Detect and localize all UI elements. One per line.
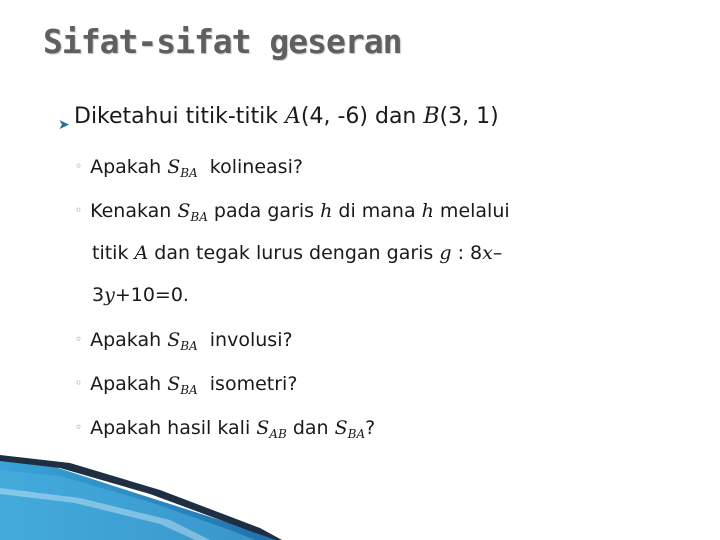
- item-continuation-1: [92, 242, 502, 264]
- main-bullet-text: [74, 104, 499, 129]
- arrow-bullet-icon: ➤: [58, 117, 70, 133]
- item-symbol-sub: BA: [190, 210, 208, 224]
- line-h-label: h: [320, 200, 333, 222]
- list-item: [75, 417, 375, 441]
- item-text-mid: dan: [286, 417, 335, 439]
- item-symbol-sub: AB: [269, 427, 287, 441]
- item-text-3: di mana: [332, 200, 422, 222]
- item-text: Apakah: [90, 329, 168, 351]
- item-symbol: S: [167, 373, 181, 395]
- sub-bullet-icon: ◦: [75, 203, 83, 217]
- var-y: y: [104, 284, 115, 306]
- point-b-coord: (3, 1): [439, 104, 499, 129]
- sub-bullet-icon: ◦: [75, 332, 83, 346]
- item-symbol: S: [177, 200, 191, 222]
- item-text-end: isometri?: [197, 373, 298, 395]
- main-text-pre: Diketahui titik-titik: [74, 104, 286, 129]
- list-item: [75, 329, 293, 353]
- cont-text: +10=0.: [114, 284, 189, 306]
- cont-text: 3: [92, 284, 105, 306]
- var-x: x: [482, 242, 493, 264]
- list-item: [75, 156, 303, 180]
- sub-bullet-icon: ◦: [75, 376, 83, 390]
- line-g-label: g: [439, 242, 452, 264]
- cont-text: –: [492, 242, 503, 264]
- item-symbol-sub: BA: [347, 427, 366, 441]
- item-symbol: S: [334, 417, 348, 439]
- cont-text: titik: [92, 242, 135, 264]
- point-a-coord: (4, -6) dan: [300, 104, 424, 129]
- item-symbol: S: [167, 156, 181, 178]
- item-text-end: kolineasi?: [197, 156, 303, 178]
- list-item: [75, 373, 297, 397]
- slide-title: Sifat-sifat geseran: [43, 22, 402, 61]
- item-text-2: pada garis: [207, 200, 321, 222]
- item-text: Apakah: [90, 373, 168, 395]
- item-text-4: melalui: [433, 200, 510, 222]
- point-b-label: B: [423, 104, 440, 129]
- item-text-end: ?: [365, 417, 376, 439]
- item-text: Apakah hasil kali: [90, 417, 257, 439]
- cont-text: dan tegak lurus dengan garis: [148, 242, 440, 264]
- item-text: Kenakan: [90, 200, 178, 222]
- sub-bullet-icon: ◦: [75, 159, 83, 173]
- list-item: [75, 200, 510, 224]
- point-a-label: A: [134, 242, 149, 264]
- item-symbol: S: [256, 417, 270, 439]
- item-text-end: involusi?: [197, 329, 293, 351]
- point-a-label: A: [285, 104, 301, 129]
- item-continuation-2: [92, 284, 189, 306]
- item-symbol-sub: BA: [180, 166, 198, 180]
- item-text: Apakah: [90, 156, 168, 178]
- item-symbol-sub: BA: [180, 339, 198, 353]
- item-symbol-sub: BA: [180, 383, 198, 397]
- item-symbol: S: [167, 329, 181, 351]
- line-h-label: h: [421, 200, 434, 222]
- cont-text: : 8: [451, 242, 483, 264]
- sub-bullet-icon: ◦: [75, 420, 83, 434]
